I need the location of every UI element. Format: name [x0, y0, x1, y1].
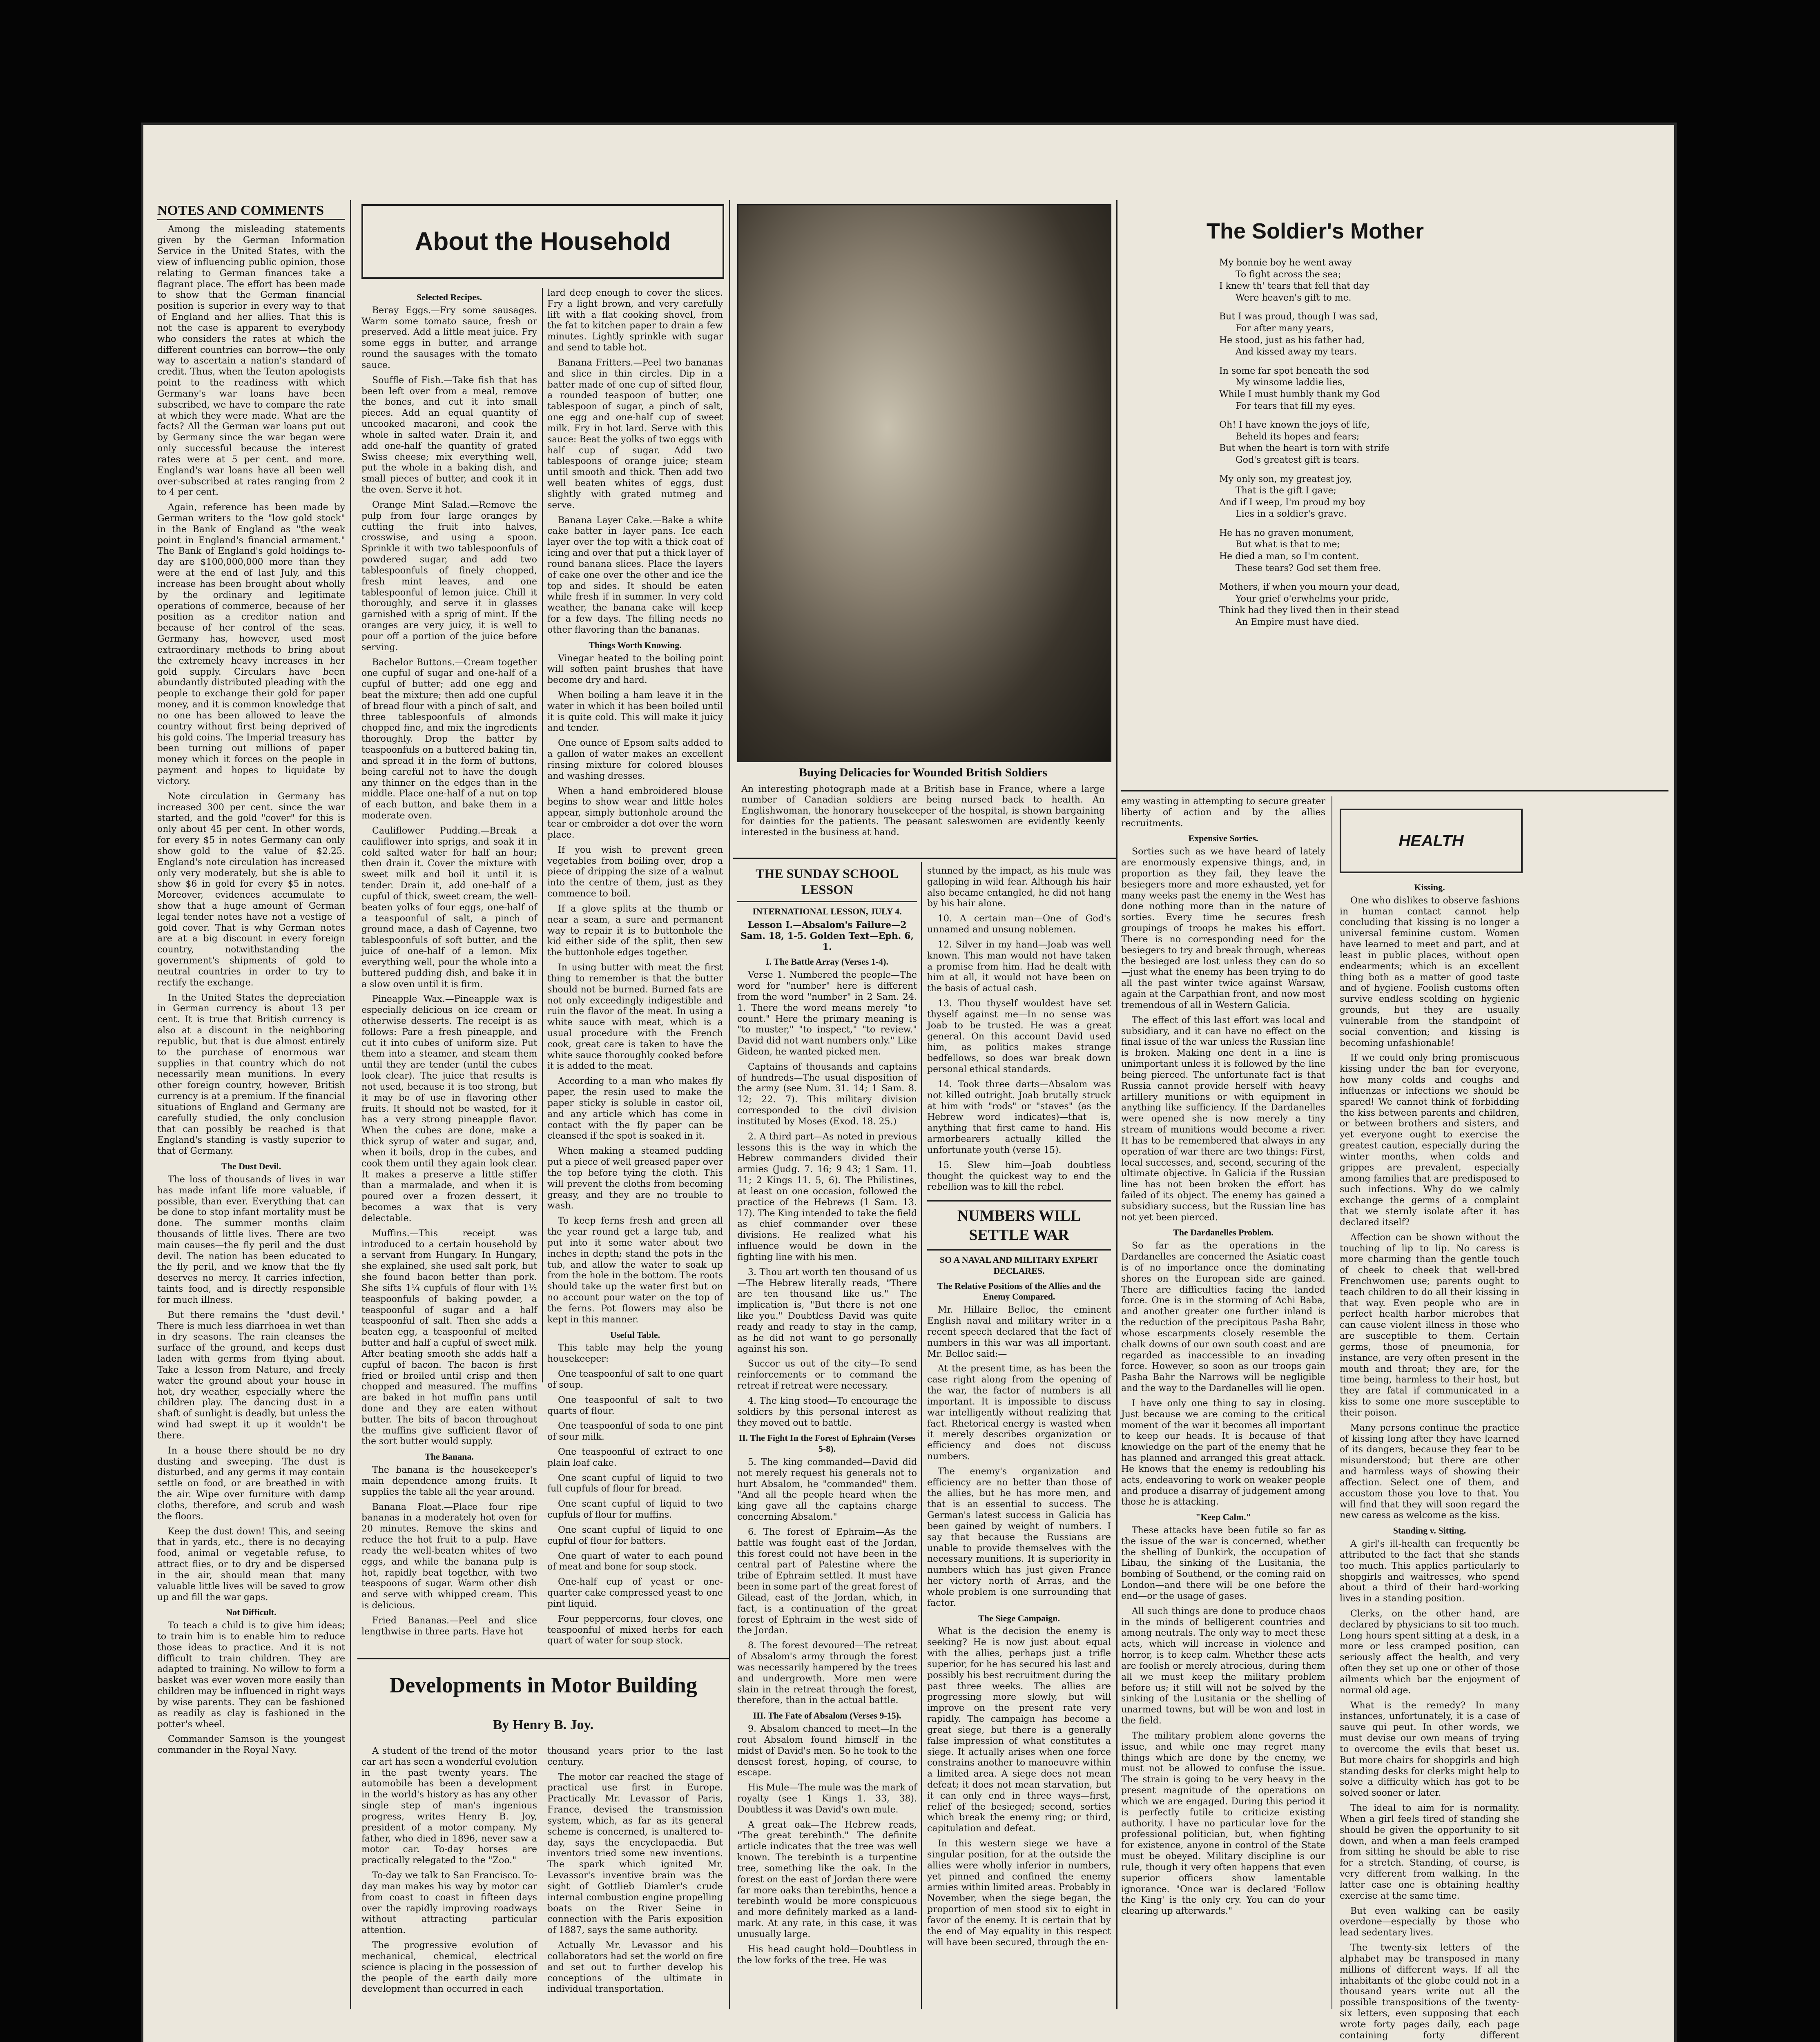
wounded-soldiers-photo	[737, 204, 1111, 762]
column-rule	[729, 200, 730, 2009]
recipes-heading: Selected Recipes.	[416, 292, 482, 302]
sunday-para: 4. The king stood—To encourage the soldiers by this personal interest as they moved out to battle.	[737, 1396, 917, 1428]
recipe: Orange Mint Salad.—Remove the pulp from four large oranges by cutting the fruit into halves, crosswise, and using a spoon. Sprinkle it with two tablespoonfuls of powdered sugar, and add two tablespoonfuls of finely chopped, fresh mint leaves, and one tablespoonful of lemon juice. Chill it thoroughly, and serve it in glasses garnished with a sprig of mint. If the oranges are very juicy, it is well to pour off a portion of the juice before serving.	[361, 499, 537, 653]
poem-line: In some far spot beneath the sod	[1219, 366, 1369, 376]
motor-byline: By Henry B. Joy.	[493, 1717, 594, 1732]
keep-calm-heading: "Keep Calm."	[1195, 1512, 1251, 1523]
health-para: But even walking can be easily overdone—especially by those who lead sedentary lives.	[1340, 1906, 1519, 1938]
dust-para: But there remains the "dust devil." There is much less diarrhoea in wet than in dry seasons. The rain cleanses the surface of the ground, and keeps dust laden with germs from flying about. Take a lesson from Nature, and freely water the ground about your house in hot, dry weather, especially where the children play. The dancing dust in a shaft of sunlight is deadly, but unless the wind had swept it up it wouldn't be there.	[157, 1310, 345, 1441]
recipe: Beray Eggs.—Fry some sausages. Warm some tomato sauce, fresh or preserved. Add a little meat juice. Fry some eggs in butter, and arrange round the sausages with the tomato sauce.	[361, 305, 537, 370]
household-col-a	[361, 288, 537, 1642]
sunday-column	[737, 866, 917, 1970]
motor-para: thousand years prior to the last century.	[547, 1746, 723, 1767]
column-rule	[542, 288, 543, 1382]
recipe: Souffle of Fish.—Take fish that has been left over from a meal, remove the bones, and cut it into small pieces. Add an equal quantity of uncooked macaroni, and cook the whole in salted water. Drain it, and add one-half the quantity of grated Swiss cheese; mix everything well, put the whole in a baking dish, and small pieces of butter, and cook it in the oven. Serve it hot.	[361, 375, 537, 495]
health-para: A girl's ill-health can frequently be attributed to the fact that she stands too much. This applies particularly to shopgirls and waitresses, who spend about a third of their hard-working lives in a standing position.	[1340, 1539, 1519, 1604]
health-para: What is the remedy? In many instances, unfortunately, it is a case of sauve qui peut. In other words, we must devise our own means of trying to overcome the evils that beset us. But more chairs for shopgirls and high standing desks for clerks might help to solve a difficulty which has got to be solved sooner or later.	[1340, 1700, 1519, 1799]
sunday-para: Captains of thousands and captains of hundreds—The usual disposition of the army (see Num. 31. 14; 1 Sam. 8. 12; 22. 7). This military division corresponded to the civil division instituted by Moses (Exod. 18. 25.)	[737, 1061, 917, 1127]
sunday-lesson: Lesson I.—Absalom's Failure—2 Sam. 18, 1-5. Golden Text—Eph. 6, 1.	[740, 919, 914, 952]
useful-item: One quart of water to each pound of meat and bone for soup stock.	[547, 1551, 723, 1572]
sunday-para: 15. Slew him—Joab doubtless thought the quickest way to end the rebellion was to kill the rebel.	[927, 1160, 1111, 1193]
column-rule	[350, 200, 351, 2009]
section-rule	[733, 858, 1117, 859]
tip: One ounce of Epsom salts added to a gallon of water makes an excellent rinsing mixture for colored blouses and washing dresses.	[547, 738, 723, 781]
sunday-para: 6. The forest of Ephraim—As the battle was fought east of the Jordan, this forest could not have been in the central part of Palestine where the tribe of Ephraim settled. It must have been in some part of the great forest of Gilead, east of the Jordan, which, in fact, is a continuation of the great forest of Ephraim in the west side of the Jordan.	[737, 1527, 917, 1636]
sunday-para: 12. Silver in my hand—Joab was well known. This man would not have taken a promise from him. Had he dealt with him at all, it would not have been on the basis of actual cash.	[927, 939, 1111, 994]
poem-line: He died a man, so I'm content.	[1219, 551, 1359, 562]
poem-line: These tears? God set them free.	[1236, 563, 1381, 573]
motor-col-a	[361, 1746, 537, 1999]
sunday-para: 2. A third part—As noted in previous lessons this is the way in which the Hebrew commanders divided their armies (Judg. 7. 16; 9 43; 1 Sam. 11. 11; 2 Kings 11. 5, 6). The Philistines, at least on one occasion, followed the practice of the Hebrews (1 Sam. 13. 17). The King intended to take the field as chief commander over these divisions. He realized what his influence would be down in the fighting line with his men.	[737, 1131, 917, 1262]
dust-devil-heading: The Dust Devil.	[221, 1161, 281, 1172]
sunday-title: THE SUNDAY SCHOOL LESSON	[737, 866, 917, 902]
war-para: Sorties such as we have heard of lately are enormously expensive things, and, in proportion as they fail, they leave the besiegers more and more exhausted, yet for many weeks past the enemy in the West has done nothing more than in the nature of sorties. Every time he secures fresh groupings of troops he makes his effort. There is no corresponding need for the besiegers to try and break through, whereas the besieged are lost unless they can do so—just what the enemy has been trying to do all the past winter twice against Warsaw, again at the Carpathian front, and now most tremendous of all in Western Galicia.	[1121, 847, 1325, 1010]
poem-line: But I was proud, though I was sad,	[1219, 312, 1378, 322]
recipe: lard deep enough to cover the slices. Fry a light brown, and very carefully lift with a flat cooking shovel, from the fat to kitchen paper to drain a few minutes. Lightly sprinkle with sugar and send to table hot.	[547, 288, 723, 353]
household-col-b	[547, 288, 723, 1651]
poem-line: My only son, my greatest joy,	[1219, 474, 1352, 484]
health-title-box	[1340, 809, 1523, 873]
poem-line: Think had they lived then in their stead	[1219, 605, 1400, 616]
motor-para: The motor car reached the stage of practical use first in Europe. Practically Mr. Levassor of Paris, France, devised the transmission system, which, as far as its general scheme is concerned, is unaltered to-day, says the encyclopaedia. But inventors tried some new inventions. The spark which ignited Mr. Levassor's inventive brain was the sight of Gottlieb Diamler's crude internal combustion engine propelling boats on the River Seine in connection with the Paris exposition of 1887, says the same authority.	[547, 1772, 723, 1936]
poem-stanza	[1219, 419, 1505, 466]
poem-line: While I must humbly thank my God	[1219, 389, 1381, 399]
sunday-para: His head caught hold—Doubtless in the low forks of the tree. He was	[737, 1944, 917, 1966]
siege-para: In this western siege we have a singular position, for at the outside the allies were wholly inferior in numbers, yet pinned and confined the enemy armies within limited areas. Probably in November, when the siege began, the proportion of men stood six to eight in favor of the enemy. It is certain that by the end of May equality in this respect will have been secured, through the en-	[927, 1839, 1111, 1948]
poem-line: For tears that fill my eyes.	[1236, 401, 1356, 411]
recipe: Pineapple Wax.—Pineapple wax is especially delicious on ice cream or otherwise desserts. The receipt is as follows: Pare a fresh pineapple, and cut it into cubes of uniform size. Put them into a steamer, and steam them until they are tender (until the cubes look clear). The juice that results is not used, because it is too strong, but it may be of use in flavoring other fruits. It should not be wasted, for it has a very strong pineapple flavor. When the cubes are done, make a thick syrup of water and sugar, and, when it boils, drop in the cubes, and cook them until they again look clear. It makes a preserve a little stiffer than a marmalade, and when it is poured over a frozen dessert, it becomes a wax that is very delectable.	[361, 994, 537, 1224]
useful-table-heading: Useful Table.	[610, 1329, 660, 1340]
dust-para: In a house there should be no dry dusting and sweeping. The dust is disturbed, and any germs it may contain settle on food, or are breathed in with the air. Wipe over furniture with damp cloths, therefore, and scrub and wash the floors.	[157, 1445, 345, 1522]
poem-line: Oh! I have known the joys of life,	[1219, 420, 1370, 430]
recipe: Banana Fritters.—Peel two bananas and slice in thin circles. Dip in a batter made of one cup of sifted flour, a rounded teaspoon of butter, one tablespoon of sugar, a pinch of salt, one egg and one-half cup of sweet milk. Fry in hot lard. Serve with this sauce: Beat the yolks of two eggs with half cup of sugar. Add two tablespoons of orange juice; steam until smooth and thick. Then add two well beaten whites of eggs, dust slightly with grated nutmeg and serve.	[547, 357, 723, 510]
siege-para: What is the decision the enemy is seeking? He is now just about equal with the allies, perhaps just a trifle superior, for he has secured his last and possibly his best recruitment during the past three weeks. The allies are progressing more slowly, but will improve on the present rate very rapidly. The campaign has become a great siege, but there is a generally false impression of what constitutes a siege. It actually arises when one force constrains another to manoeuvre within a limited area. A siege does not mean defeat; it does not mean starvation, but it can only end in three ways—first, relief of the besieged; second, sorties which break the enemy ring; or third, capitulation and defeat.	[927, 1626, 1111, 1834]
poem-line: Were heaven's gift to me.	[1236, 292, 1352, 303]
numbers-para: At the present time, as has been the case right along from the opening of the war, the factor of numbers is all important. It is impossible to discuss war intelligently without realizing that fact. Rhetorical energy is wasted when it merely describes organization or efficiency and does not discuss numbers.	[927, 1364, 1111, 1462]
recipe: Cauliflower Pudding.—Break a cauliflower into sprigs, and soak it in cold salted water for half an hour; then drain it. Cover the mixture with sweet milk and boil it until it is tender. Drain it, add one-half of a cupful of thick, sweet cream, the well-beaten yolks of four eggs, one-half of a teaspoonful of salt, a pinch of ground mace, a dash of Cayenne, two tablespoonfuls of soft butter, and the juice of one-half of a lemon. Mix everything well, pour the whole into a buttered pudding dish, and bake it in a slow oven until it is firm.	[361, 825, 537, 990]
motor-para: To-day we talk to San Francisco. To-day man makes his way by motor car from coast to coast in fifteen days over the rapidly improving roadways without attracting particular attention.	[361, 1870, 537, 1936]
sunday-intl: INTERNATIONAL LESSON, JULY 4.	[752, 906, 902, 917]
sunday-continued	[927, 866, 1111, 1952]
poem-line: For after many years,	[1236, 323, 1334, 334]
column-rule	[921, 862, 922, 2009]
numbers-title: NUMBERS WILL SETTLE WAR	[927, 1200, 1111, 1251]
useful-item: One teaspoonful of extract to one plain loaf cake.	[547, 1447, 723, 1468]
recipe: Muffins.—This receipt was introduced to a certain household by a servant from Hungary. In Hungary, she explained, she used salt pork, but she found bacon better than pork. She sifts 1¼ cupfuls of flour with 1½ teaspoonfuls of baking powder, a teaspoonful of sugar and a half teaspoonful of salt. Then she adds a beaten egg, a teaspoonful of melted butter and half a cupful of sweet milk. After beating smooth she adds half a cupful of bacon. The bacon is first fried or broiled until crisp and then chopped and measured. The muffins are baked in hot muffin pans until done and they are eaten without butter. The bits of bacon throughout the muffins give sufficient flavor of the sort butter would supply.	[361, 1228, 537, 1447]
useful-item: One teaspoonful of soda to one pint of sour milk.	[547, 1421, 723, 1442]
sunday-section: III. The Fate of Absalom (Verses 9-15).	[753, 1710, 901, 1721]
war-para: So far as the operations in the Dardanelles are concerned the Asiatic coast is of no importance once the dominating shores on the European side are gained. There are difficulties facing the landed force. One is in the storming of Achi Baba, and another greater one further inland is the reduction of the precipitous Pasha Bahr, whose escarpments closely resemble the chalk downs of our own south coast and are regarded as inaccessible to an invading force. However, so soon as our troops gain Pasha Bahr the Narrows will be negligible and the way to the Dardanelles will lie open.	[1121, 1241, 1325, 1394]
war-para: The military problem alone governs the issue, and while one may regret many things which are done by the enemy, we must not be allowed to confuse the issue. The strain is going to be very heavy in the present magnitude of the operations on which we are engaged. During this period it is perfectly futile to criticize existing authority. I have no particular love for the professional politician, but, when fighting for existence, anyone in control of the State must be obeyed. Military discipline is our rule, though it very often happens that even superior officers show lamentable ignorance. "Once war is declared 'Follow the King' is the only cry. You can do your clearing up afterwards."	[1121, 1730, 1325, 1917]
section-rule	[1121, 790, 1668, 791]
war-para: These attacks have been futile so far as the issue of the war is concerned, whether the shelling of Dunkirk, the occupation of Libau, the sinking of the Lusitania, the bombing of Southend, or the coming raid on London—and there will be one before the end—or the usage of gases.	[1121, 1525, 1325, 1601]
difficult-para: To teach a child is to give him ideas; to train him is to enable him to reduce those ideas to practice. And it is not difficult to train children. They are adapted to training. No willow to form a basket was ever woven more easily than children may be influenced in right ways by wise parents. They can be fashioned as readily as clay is fashioned in the potter's wheel.	[157, 1621, 345, 1730]
banana-para: Banana Float.—Place four ripe bananas in a moderately hot oven for 20 minutes. Remove the skins and reduce the hot fruit to a pulp. Have ready the well-beaten whites of two eggs, and while the banana pulp is hot, rapidly beat together, with two teaspoons of sugar. Warm other dish and serve with whipped cream. This is delicious.	[361, 1502, 537, 1611]
dust-para: The loss of thousands of lives in war has made infant life more valuable, if possible, than ever. Everything that can be done to stop infant mortality must be done. The summer months claim thousands of little lives. There are two main causes—the fly peril and the dust devil. The nation has been educated to the fly peril, and we know that the fly deserves no mercy. It carries infection, taints food, and is directly responsible for much illness.	[157, 1174, 345, 1305]
notes-column	[157, 202, 345, 1760]
poem-line: Your grief o'erwhelms your pride,	[1236, 593, 1389, 604]
tip: When making a steamed pudding put a piece of well greased paper over the top before tying the cloth. This will prevent the cloths from becoming greasy, and they are no trouble to wash.	[547, 1146, 723, 1211]
dardanelles-heading: The Dardanelles Problem.	[1173, 1227, 1274, 1238]
poem-stanza	[1219, 257, 1505, 304]
poem-stanza	[1219, 474, 1505, 520]
banana-para: Fried Bananas.—Peel and slice lengthwise in three parts. Have hot	[361, 1615, 537, 1637]
household-title-box	[361, 204, 724, 279]
column-rule	[1116, 200, 1117, 2009]
sunday-para: 5. The king commanded—David did not merely request his generals not to hurt Absalom, he "commanded" them. "And all the people heard when the king gave all the captains charge concerning Absalom."	[737, 1457, 917, 1523]
newspaper-page	[141, 123, 1677, 2042]
soldiers-mother-title: The Soldier's Mother	[1207, 219, 1424, 243]
sunday-para: His Mule—The mule was the mark of royalty (see 1 Kings 1. 33, 38). Doubtless it was David's own mule.	[737, 1783, 917, 1815]
notes-para: Among the misleading statements given by the German Information Service in the United States, with the view of influencing public opinion, those relating to German finances take a flagrant place. The effort has been made to show that the German financial position is superior in every way to that of England and her allies. That this is not the case is apparent to everybody who considers the rates at which the different countries can borrow—the only way to ascertain a nation's standard of credit. Thus, when the Teuton apologists point to the readiness with which Germany's war loans have been subscribed, we have to compare the rate at which they were made. What are the facts? All the German war loans put out by Germany since the war began were only successful because the interest rates were at 5 per cent. and more. England's war loans have all been well over-subscribed at rates ranging from 2 to 4 per cent.	[157, 224, 345, 498]
sunday-para: 9. Absalom chanced to meet—In the rout Absalom found himself in the midst of David's men. So he took to the densest forest, hoping, of course, to escape.	[737, 1724, 917, 1778]
tip: When a hand embroidered blouse begins to show wear and little holes appear, simply buttonhole around the tear or embroider a dot over the worn place.	[547, 786, 723, 840]
sunday-para: 13. Thou thyself wouldest have set thyself against me—In no sense was Joab to be trusted. He was a great general. On this account David used him, as politics makes strange bedfellows, so does war break down personal ethical standards.	[927, 999, 1111, 1075]
soldiers-mother-poem	[1219, 257, 1505, 636]
poem-line: And kissed away my tears.	[1236, 347, 1357, 357]
health-title: HEALTH	[1398, 832, 1464, 850]
poem-line: My bonnie boy he went away	[1219, 258, 1352, 268]
war-para: I have only one thing to say in closing. Just because we are coming to the critical moment of the war it becomes all important to keep our heads. It is because of that knowledge on the part of the enemy that he has planned and arranged this great attack. He knows that the enemy is redoubling his acts, endeavoring to work on weaker people and produce a disarray of judgement among those he is attacking.	[1121, 1398, 1325, 1507]
recipe: Banana Layer Cake.—Bake a white cake batter in layer pans. Ice each layer over the top with a thick coat of icing and over that put a thick layer of round banana slices. Place the layers of cake one over the other and ice the top and sides. It should be eaten while fresh if in summer. In very cold weather, the banana cake will keep for a few days. The filling needs no other flavoring than the bananas.	[547, 515, 723, 635]
motor-para: Actually Mr. Levassor and his collaborators had set the world on fire and set out to further develop his conceptions of the ultimate in individual transportation.	[547, 1940, 723, 1995]
poem-line: But what is that to me;	[1236, 539, 1340, 550]
war-para: The effect of this last effort was local and subsidiary, and it can have no effect on the final issue of the war unless the Russian line is broken. Making one dent in a line is unimportant unless it is followed by the line being pierced. The unfortunate fact is that Russia cannot provide herself with heavy artillery munitions or with equipment in anything like sufficiency. If the Dardanelles were opened she is now merely a tiny stream of munitions would become a river. It has to be remembered that always in any operation of war there are two things: First, local successes, and, second, securing of the ultimate objective. In Galicia if the Russian line has not been broken the effort has failed of its object. The enemy has gained a subsidiary success, but the Russian line has not yet been pierced.	[1121, 1015, 1325, 1223]
banana-heading: The Banana.	[425, 1451, 474, 1462]
sunday-section: I. The Battle Array (Verses 1-4).	[765, 956, 888, 967]
notes-heading: NOTES AND COMMENTS	[157, 202, 345, 220]
tip: Vinegar heated to the boiling point will soften paint brushes that have become dry and hard.	[547, 653, 723, 686]
sorties-heading: Expensive Sorties.	[1188, 833, 1258, 844]
useful-item: One scant cupful of liquid to two cupfuls of flour for muffins.	[547, 1499, 723, 1520]
notes-para: Note circulation in Germany has increased 300 per cent. since the war started, and the gold "cover" for this is only about 45 per cent. In other words, for every $5 in notes Germany can only show gold to the value of $2.25. England's note circulation has increased only very moderately, but she is able to show $6 in gold for every $5 in notes. Moreover, evidences accumulate to show that a huge amount of German legal tender notes have not a vestige of gold cover. That is why German notes are at a big discount in every foreign country, notwithstanding the government's shipments of gold to neutral countries in order to try to rectify the exchange.	[157, 791, 345, 988]
motor-col-b	[547, 1746, 723, 1999]
health-para: The twenty-six letters of the alphabet may be transposed in many millions of different ways. If all the inhabitants of the globe could not in a thousand years write out all the possible transpositions of the twenty-six letters, even supposing that each wrote forty pages daily, each page containing forty different	[1340, 1943, 1519, 2041]
poem-line: Lies in a soldier's grave.	[1236, 509, 1347, 519]
motor-title: Developments in Motor Building	[389, 1673, 697, 1697]
motor-para: A student of the trend of the motor car art has seen a wonderful evolution in the past twenty years. The automobile has been a development in the world's history as has any other single step of man's ingenious progress, writes Henry B. Joy, president of a motor company. My father, who died in 1896, never saw a motor car. To-day horses are practically relegated to the "Zoo."	[361, 1746, 537, 1866]
motor-para: The progressive evolution of mechanical, chemical, electrical science is placing in the possession of the people of the earth daily more development than occurred in each	[361, 1940, 537, 1995]
photo-caption: An interesting photograph made at a British base in France, where a large number of Canadian soldiers are being nursed back to health. An Englishwoman, the honorary housekeeper of the hospital, is shown bargaining for dainties for the patients. The peasant saleswomen are evidently keenly interested in the business at hand.	[741, 784, 1105, 838]
useful-item: One-half cup of yeast or one-quarter cake compressed yeast to one pint liquid.	[547, 1577, 723, 1609]
useful-item: One teaspoonful of salt to one quart of soup.	[547, 1369, 723, 1390]
poem-line: He has no graven monument,	[1219, 528, 1354, 538]
numbers-deck: SO A NAVAL AND MILITARY EXPERT DECLARES.	[939, 1254, 1099, 1276]
sunday-para: stunned by the impact, as his mule was galloping in wild fear. Although his hair also became entangled, he did not hang by his hair alone.	[927, 866, 1111, 909]
poem-line: I knew th' tears that fell that day	[1219, 281, 1369, 292]
sunday-para: 3. Thou art worth ten thousand of us—The Hebrew literally reads, "There are ten thousand like us." The implication is, "But there is not one like you." Doubtless David was quite ready and ready to stay in the camp, as he did not want to go personally against his son.	[737, 1267, 917, 1354]
health-para: Affection can be shown without the touching of lip to lip. No caress is more charming than the gentle touch of cheek to cheek that well-bred Frenchwomen use; parents ought to teach children to do all their kissing in that way. Even people who are in perfect health harbor microbes that can cause violent illness in those who are susceptible to them. Certain germs, those of pneumonia, for instance, are very often present in the mouth and throat; they are, for the time being, harmless to their host, but they are fatal if communicated in a kiss to some one more susceptible to their poison.	[1340, 1232, 1519, 1418]
tip: According to a man who makes fly paper, the resin used to make the paper sticky is soluble in castor oil, and any article which has come in contact with the fly paper can be cleansed if the spot is soaked in it.	[547, 1076, 723, 1141]
poem-line: To fight across the sea;	[1236, 269, 1341, 280]
sunday-para: 8. The forest devoured—The retreat of Absalom's army through the forest was necessarily hampered by the trees and undergrowth. More men were slain in the retreat through the forest, therefore, than in the actual battle.	[737, 1641, 917, 1706]
war-para: All such things are done to produce chaos in the minds of belligerent countries and among neutrals. The only way to meet these acts, which will increase in violence and horror, is to keep calm. Whether these acts are foolish or merely atrocious, during them all we must keep the military problem before us; it still will not be solved by the sinking of the Lusitania or the shelling of unarmed towns, but will be won and lost in the field.	[1121, 1606, 1325, 1726]
things-heading: Things Worth Knowing.	[589, 640, 682, 650]
useful-item: This table may help the young housekeeper:	[547, 1343, 723, 1364]
health-para: Clerks, on the other hand, are declared by physicians to sit too much. Long hours spent sitting at a desk, in a more or less cramped position, can seriously affect the health, and very often they set up one or other of those ailments which bar the enjoyment of normal old age.	[1340, 1609, 1519, 1696]
section-rule	[357, 1658, 729, 1659]
health-column	[1340, 878, 1519, 2042]
war-analysis-column	[1121, 796, 1325, 1921]
siege-heading: The Siege Campaign.	[978, 1613, 1060, 1623]
poem-line: God's greatest gift is tears.	[1236, 455, 1360, 465]
photo-caption-title: Buying Delicacies for Wounded British Soldiers	[798, 766, 1048, 779]
notes-para: Again, reference has been made by German writers to the "low gold stock" in the Bank of England as "the weak point in England's financial armament." The Bank of England's gold holdings to-day are $100,000,000 more than they were at the end of last July, and this increase has been brought about wholly by the ordinary and legitimate operations of commerce, because of her position as a creditor nation and because of her control of the seas. Germany has, however, used most extraordinary methods to bring about the extremely heavy increases in her gold supply. Circulars have been abundantly distributed pleading with the people to exchange their gold for paper money, and it is common knowledge that no one has been allowed to leave the country without first being deprived of his gold coins. The Imperial treasury has been turning out millions of paper money which it forces on the people in payment and hopes to liquidate by victory.	[157, 502, 345, 787]
useful-item: One teaspoonful of salt to two quarts of flour.	[547, 1395, 723, 1416]
health-para: One who dislikes to observe fashions in human contact cannot help concluding that kissing is no longer a universal feminine custom. Women have learned to meet and part, and at least in public places, without open endearments; which is an excellent thing both as a matter of good taste and of hygiene. Foolish customs often survive endless scolding on hygienic grounds, but they are usually vulnerable from the standpoint of social convention; and kissing is becoming unfashionable!	[1340, 895, 1519, 1048]
sunday-para: A great oak—The Hebrew reads, "The great terebinth." The definite article indicates that the tree was well known. The terebinth is a turpentine tree, something like the oak. In the forest on the east of Jordan there were far more oaks than terebinths, hence a terebinth would be more conspicuous and more definitely marked as a land-mark. At any rate, in this case, it was unusually large.	[737, 1819, 917, 1939]
not-difficult-heading: Not Difficult.	[226, 1607, 277, 1618]
recipe: Bachelor Buttons.—Cream together one cupful of sugar and one-half of a cupful of butter; add one egg and beat the mixture; then add one cupful of bread flour with a pinch of salt, and three tablespoonfuls of almonds chopped fine, and mix the ingredients thoroughly. Drop the batter by teaspoonfuls on a buttered baking tin, and spread it in the form of buttons, being careful not to have the dough any thinner on the edges than in the middle. Place one-half of a nut on top of each button, and bake them in a moderate oven.	[361, 657, 537, 821]
numbers-para: The enemy's organization and efficiency are no better than those of the allies, but he has more men, and that is an essential to success. The German's latest success in Galicia has been gained by weight of numbers. I say that because the Russians are unable to provide themselves with the necessary munitions. It is superiority in numbers which has just given France her victory north of Arras, and the whole problem is one surrounding that factor.	[927, 1466, 1111, 1608]
tip: When boiling a ham leave it in the water in which it has been boiled until it is quite cold. This will make it juicy and tender.	[547, 690, 723, 733]
poem-line: And if I weep, I'm proud my boy	[1219, 497, 1365, 508]
tip: In using butter with meat the first thing to remember is that the butter should not be burned. Burned fats are not only exceedingly indigestible and ruin the flavor of the meat. In using a white sauce with meat, which is a usual procedure with the French cook, great care is taken to have the white sauce thoroughly cooked before it is added to the meat.	[547, 963, 723, 1072]
poem-stanza	[1219, 528, 1505, 574]
poem-line: But when the heart is torn with strife	[1219, 443, 1390, 454]
useful-item: One scant cupful of liquid to two full cupfuls of flour for bread.	[547, 1473, 723, 1494]
poem-line: My winsome laddie lies,	[1236, 377, 1345, 388]
health-para: The ideal to aim for is normality. When a girl feels tired of standing she should be given the opportunity to sit down, and when a man feels cramped from sitting he should be able to rise for a stretch. Standing, of course, is very different from walking. In the latter case one is obtaining healthy exercise at the same time.	[1340, 1803, 1519, 1901]
sunday-para: 10. A certain man—One of God's unnamed and unsung noblemen.	[927, 914, 1111, 935]
sunday-para: 14. Took three darts—Absalom was not killed outright. Joab brutally struck at him with "rods" or "staves" (as the Hebrew word indicates)—that is, anything that first came to hand. His armorbearers actually killed the unfortunate youth (verse 15).	[927, 1079, 1111, 1155]
useful-item: One scant cupful of liquid to one cupful of flour for batters.	[547, 1525, 723, 1546]
poem-stanza	[1219, 311, 1505, 358]
health-para: If we could only bring promiscuous kissing under the ban for everyone, how many colds and coughs and influenzas or infections we should be spared! We cannot think of forbidding the kiss between parents and children, or between brothers and sisters, and yet everyone ought to exercise the greatest caution, especially during the winter months, when colds and grippes are prevalent, especially among families that are predisposed to such infections. Why do we calmly exchange the germs of a complaint that we sternly isolate after it has declared itself?	[1340, 1053, 1519, 1228]
numbers-para: Mr. Hillaire Belloc, the eminent English naval and military writer in a recent speech declared that the fact of numbers in this war was all important. Mr. Belloc said:—	[927, 1305, 1111, 1359]
dust-para: Keep the dust down! This, and seeing that in yards, etc., there is no decaying food, animal or vegetable refuse, to attract flies, or to dry and be dispersed in the air, should mean that many valuable little lives will be saved to grow up and fill the war gaps.	[157, 1526, 345, 1603]
numbers-deck2: The Relative Positions of the Allies and the Enemy Compared.	[937, 1280, 1101, 1302]
tip: To keep ferns fresh and green all the year round get a large tub, and put into it some water about two inches in depth; stand the pots in the tub, and allow the water to soak up from the hole in the bottom. The roots should take up the water first but on no account pour water on the top of the ferns. Pot flowers may also be kept in this manner.	[547, 1216, 723, 1325]
poem-line: Mothers, if when you mourn your dead,	[1219, 582, 1400, 593]
poem-line: He stood, just as his father had,	[1219, 335, 1365, 346]
war-para: emy wasting in attempting to secure greater liberty of action and by the allies recruitments.	[1121, 796, 1325, 829]
health-para: Many persons continue the practice of kissing long after they have learned of its dangers, because they fear to be misunderstood; but there are other and harmless ways of showing their affection. Select one of them, and accustom those you love to that. You will find that they will soon regard the new caress as welcome as the kiss.	[1340, 1422, 1519, 1521]
banana-para: The banana is the housekeeper's main dependence among fruits. It supplies the table all the year around.	[361, 1465, 537, 1497]
difficult-para: Commander Samson is the youngest commander in the Royal Navy.	[157, 1734, 345, 1756]
useful-item: Four peppercorns, four cloves, one teaspoonful of mixed herbs for each quart of water for soup stock.	[547, 1614, 723, 1646]
notes-para: In the United States the depreciation in German currency is about 13 per cent. It is true that British currency is also at a discount in the neighboring republic, but that is due almost entirely to the purchase of enormous war supplies in that country which do not necessarily mean munitions. In every other foreign country, however, British currency is at a premium. If the financial situations of England and Germany are carefully studied, the only conclusion that can possibly be reached is that England's standing is vastly superior to that of Germany.	[157, 992, 345, 1157]
poem-line: That is the gift I gave;	[1236, 486, 1336, 496]
kissing-heading: Kissing.	[1414, 882, 1445, 892]
poem-line: An Empire must have died.	[1236, 617, 1359, 628]
poem-line: Beheld its hopes and fears;	[1236, 431, 1360, 442]
tip: If you wish to prevent green vegetables from boiling over, drop a piece of dripping the size of a walnut into the centre of them, just as they commence to boil.	[547, 845, 723, 899]
poem-stanza	[1219, 366, 1505, 412]
tip: If a glove splits at the thumb or near a seam, a sure and permanent way to repair it is to buttonhole the kid either side of the split, then sew the buttonhole edges together.	[547, 903, 723, 958]
sunday-section: II. The Fight In the Forest of Ephraim (Verses 5-8).	[738, 1433, 916, 1454]
poem-stanza	[1219, 582, 1505, 628]
household-title: About the Household	[415, 227, 671, 256]
sunday-para: Verse 1. Numbered the people—The word for "number" here is different from the word "number" in 2 Sam. 24. 1. There the word means merely "to count." Here the primary meaning is "to muster," "to inspect," "to review." David did not want numbers only." Like Gideon, he wanted picked men.	[737, 970, 917, 1057]
sunday-para: Succor us out of the city—To send reinforcements or to command the retreat if retreat were necessary.	[737, 1359, 917, 1391]
standing-heading: Standing v. Sitting.	[1393, 1525, 1466, 1536]
